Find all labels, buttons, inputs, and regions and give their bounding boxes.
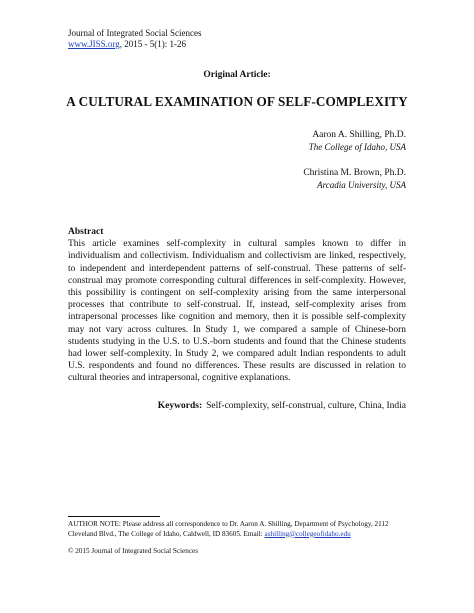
keywords-line bbox=[158, 401, 406, 411]
author-note-text: AUTHOR NOTE: Please address all correspondence to Dr. Aaron A. Shilling, Department of Psychology, 2112 Cleveland Blvd., The College of Idaho, Caldwell, ID 83605. Email: bbox=[68, 520, 389, 538]
journal-header bbox=[68, 28, 201, 50]
author-block-1 bbox=[309, 129, 406, 153]
journal-citation-line bbox=[68, 39, 201, 50]
author-name: Christina M. Brown, Ph.D. bbox=[303, 168, 406, 178]
paper-title: A CULTURAL EXAMINATION OF SELF-COMPLEXITY bbox=[66, 94, 408, 109]
journal-name: Journal of Integrated Social Sciences bbox=[68, 28, 202, 38]
author-note bbox=[68, 520, 408, 539]
keywords-label: Keywords: bbox=[157, 401, 203, 411]
footnote-divider bbox=[68, 516, 160, 517]
author-email-link[interactable]: ashilling@collegeofidaho.edu bbox=[264, 529, 351, 538]
abstract-heading: Abstract bbox=[68, 227, 104, 237]
author-name: Aaron A. Shilling, Ph.D. bbox=[312, 130, 406, 140]
journal-citation: , 2015 - 5(1): 1-26 bbox=[119, 39, 187, 49]
journal-website-link[interactable]: www.JISS.org bbox=[68, 39, 120, 49]
author-affiliation: The College of Idaho, USA bbox=[308, 142, 406, 152]
copyright-notice: © 2015 Journal of Integrated Social Sciences bbox=[68, 547, 199, 555]
keywords-values: Self-complexity, self-construal, culture, China, India bbox=[206, 401, 406, 411]
article-type-label: Original Article: bbox=[203, 70, 271, 80]
author-affiliation: Arcadia University, USA bbox=[317, 180, 406, 190]
author-block-2 bbox=[303, 167, 406, 191]
abstract-text: This article examines self-complexity in cultural samples known to differ in individualism and collectivism. Individualism and collectivism are linked, respectively, to independent and interdependent patterns of self-construal. These patterns of self-construal may promote corresponding cultural differences in self-complexity. However, this possibility is contingent on self-complexity arising from the same interpersonal processes that contribute to self-construal. If, instead, self-complexity arises from intrapersonal processes like cognition and memory, then it is possible self-complexity may not vary across cultures. In Study 1, we compared a sample of Chinese-born students studying in the U.S. to U.S.-born students and found that the Chinese students had lower self-complexity. In Study 2, we compared adult Indian respondents to adult U.S. respondents and found no differences. These results are discussed in relation to cultural theories and intrapersonal, cognitive explanations. bbox=[68, 239, 406, 384]
abstract-section bbox=[68, 226, 406, 385]
